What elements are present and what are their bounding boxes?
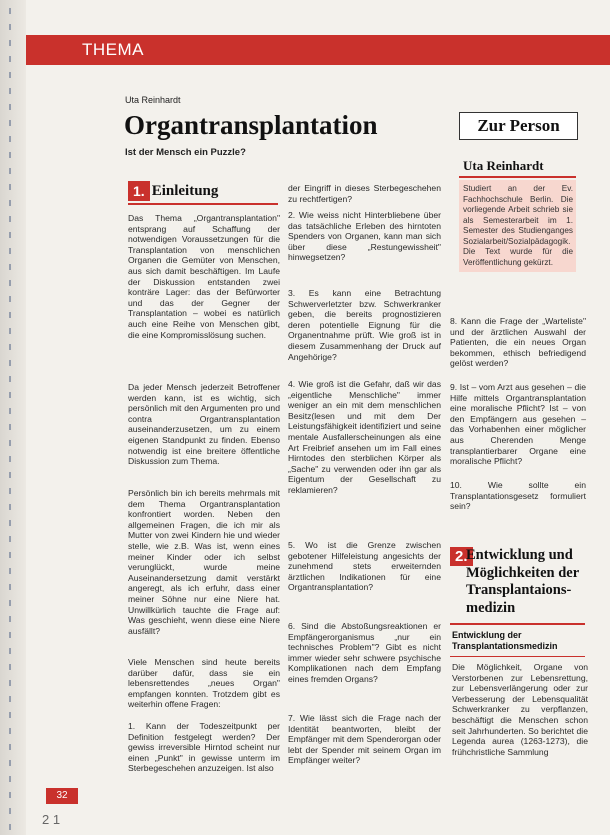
- binding-stitch: [9, 24, 11, 30]
- list-item: 6. Sind die Abstoßungsreaktionen er Empfängerorganismus „nur ein technisches Problem"? Gibt es nicht immer wieder sehr schwere psychische Komplikationen nach dem Empfang eines fremden Organs?: [288, 621, 441, 684]
- binding-stitch: [9, 792, 11, 798]
- profile-bio-box: [459, 180, 576, 272]
- binding-stitch: [9, 8, 11, 14]
- binding-stitch: [9, 72, 11, 78]
- binding-stitch: [9, 88, 11, 94]
- binding-stitch: [9, 664, 11, 670]
- binding-stitch: [9, 456, 11, 462]
- section-number: 2.: [450, 547, 473, 566]
- binding-stitch: [9, 120, 11, 126]
- binding-stitch: [9, 440, 11, 446]
- binding-stitch: [9, 712, 11, 718]
- binding-stitch: [9, 488, 11, 494]
- binding-stitch: [9, 520, 11, 526]
- binding-stitch: [9, 296, 11, 302]
- binding-stitch: [9, 360, 11, 366]
- list-item: 2. Wie weiss nicht Hinterbliebene über das tatsächliche Erleben des hirntoten Spenders von Organen, kann man sich über diese „Restungewissheit" hinwegsetzen?: [288, 210, 441, 263]
- list-item: 1. Kann der Todeszeitpunkt per Definition festgelegt werden? Der gewiss irreversible Hirntod scheint nur einen „Punkt" in gewisse unterm im Sterbegeschehen anzuzeigen. Ist also: [128, 721, 280, 774]
- subsection-rule: [450, 656, 585, 657]
- binding-stitch: [9, 808, 11, 814]
- binding-stitch: [9, 216, 11, 222]
- binding-stitch: [9, 584, 11, 590]
- binding-stitch: [9, 600, 11, 606]
- banner-label: THEMA: [82, 40, 144, 59]
- paragraph: Persönlich bin ich bereits mehrmals mit dem Thema Organtransplantation konfrontiert worden. Neben den allgemeinen Fragen, die ich mir als Mutter von zwei Kindern hie und wieder stelle, wie z.B. Was ist, wenn eines meiner Kinder oder ich selbst verunglückt, wurde meine Auseinandersetzung damit verstärkt angeregt, als ich erfuhr, dass einer meiner Söhne nur eine Niere hat. Unwillkürlich tauchte die Frage auf: Was geschieht, wenn diese eine Niere ausfällt?: [128, 488, 280, 636]
- binding-stitch: [9, 728, 11, 734]
- binding-stitch: [9, 248, 11, 254]
- section-rule: [450, 623, 585, 625]
- binding-stitch: [9, 264, 11, 270]
- section-1-heading: [128, 181, 218, 201]
- binding-stitch: [9, 568, 11, 574]
- binding-stitch: [9, 232, 11, 238]
- profile-box-title: [459, 112, 578, 140]
- section-title: Entwicklung und Möglichkeiten der Transplantaions-medizin: [466, 547, 579, 616]
- binding-stitch: [9, 616, 11, 622]
- section-banner: [26, 35, 610, 65]
- binding-stitch: [9, 472, 11, 478]
- binding-stitch: [9, 344, 11, 350]
- subsection-title: Entwicklung der Transplantationsmedizin: [452, 630, 558, 651]
- binding-stitch: [9, 184, 11, 190]
- section-rule: [128, 203, 278, 205]
- binding-stitch: [9, 408, 11, 414]
- article-title: Organtransplantation: [124, 110, 378, 140]
- paragraph: Viele Menschen sind heute bereits darüber dafür, dass sie ein lebensrettendes „neues Organ" empfangen konnten. Trotzdem gibt es weiterhin offene Fragen:: [128, 657, 280, 710]
- list-item: 8. Kann die Frage der „Warteliste" und der ärztlichen Auswahl der Patienten, die ein neues Organ bekommen, ethisch befriedigend gelöst werden?: [450, 316, 586, 369]
- profile-box-label: Zur Person: [477, 116, 560, 135]
- binding-stitch: [9, 200, 11, 206]
- binding-stitch: [9, 152, 11, 158]
- binding-stitch: [9, 536, 11, 542]
- binding-stitch: [9, 56, 11, 62]
- list-item: 7. Wie lässt sich die Frage nach der Identität beantworten, bleibt der Empfänger mit dem Spenderorgan oder lebt der Spender mit seinem Organ im Empfänger weiter?: [288, 713, 441, 766]
- profile-name: Uta Reinhardt: [463, 158, 544, 173]
- binding-stitch: [9, 504, 11, 510]
- binding-stitch: [9, 280, 11, 286]
- binding-stitch: [9, 696, 11, 702]
- binding-stitch: [9, 552, 11, 558]
- binding-stitch: [9, 632, 11, 638]
- binding-stitch: [9, 424, 11, 430]
- binding-gutter: [0, 0, 26, 835]
- binding-stitch: [9, 136, 11, 142]
- paragraph: der Eingriff in dieses Sterbegeschehen zu rechtfertigen?: [288, 183, 441, 204]
- list-item: 5. Wo ist die Grenze zwischen gebotener Hilfeleistung angesichts der zunehmend stets erweiternden ärztlichen Indikationen für eine Organtransplantation?: [288, 540, 441, 593]
- binding-stitch: [9, 328, 11, 334]
- list-item: 9. Ist – vom Arzt aus gesehen – die Hilfe mittels Organtransplantation eine moralische Pflicht? Ist – von den Empfängern aus gesehen – das Vorhabenhen einer möglicher aus Cherenden Menge transplantierbarer Organe eine moralische Pflicht?: [450, 382, 586, 467]
- section-number: 1.: [128, 181, 150, 201]
- author-byline: Uta Reinhardt: [125, 95, 181, 105]
- article-subtitle: Ist der Mensch ein Puzzle?: [125, 147, 246, 158]
- paragraph: Das Thema „Organtransplantation" entsprang auf Schaffung der notwendigen Voraussetzungen für die Transplantation von menschlichen Organen die Gemüter von Menschen, aus sich damit beschäftigen. Im Laufe der Diskussion entstanden zwei konträre Lager: das der Befürworter und das der Gegner der Transplantation – wobei es natürlich auch eine Reihe von Menschen gibt, die eine Kompromisslösung suchen.: [128, 213, 280, 340]
- section-title: Einleitung: [151, 182, 219, 199]
- binding-stitch: [9, 392, 11, 398]
- binding-stitch: [9, 744, 11, 750]
- page-number: 32: [56, 790, 68, 801]
- page-number-tab: [46, 788, 78, 804]
- profile-bio: Studiert an der Ev. Fachhochschule Berlin. Die vorliegende Arbeit schrieb sie als Semesterarbeit im 1. Semester des Studienganges Sozialarbeit/Sozialpädagogik. Die Text wurde für die Veröffentlichung gekürzt.: [463, 184, 573, 267]
- binding-stitch: [9, 168, 11, 174]
- binding-stitch: [9, 376, 11, 382]
- binding-stitch: [9, 104, 11, 110]
- bottom-edge-mark: 2 1: [42, 812, 61, 827]
- paragraph: Da jeder Mensch jederzeit Betroffener werden kann, ist es wichtig, sich persönlich mit den Argumenten pro und contra Organtransplantation auseinanderzusetzen, um zu einem eigenen Standpunkt zu finden. Ebenso notwendig ist eine breitere öffentliche Diskussion zum Thema.: [128, 382, 280, 467]
- list-item: 10. Wie sollte ein Transplantationsgesetz formuliert sein?: [450, 480, 586, 512]
- binding-stitch: [9, 776, 11, 782]
- list-item: 4. Wie groß ist die Gefahr, daß wir das „eigentliche Menschliche" immer weniger an ein mit dem menschlichen Besitz(lesen und mit dem Der Leistungsfähigkeit identifiziert und seine mentale Ausfallerscheinungen als eine Art Freibrief ansehen um im Fall eines Hirntodes den sterblichen Körper als „Sache" zu verwenden oder ihn gar als Eigentum der Gesellschaft zu reklamieren?: [288, 379, 441, 495]
- binding-stitch: [9, 648, 11, 654]
- binding-stitch: [9, 40, 11, 46]
- binding-stitch: [9, 312, 11, 318]
- list-item: 3. Es kann eine Betrachtung Schwerverletzter bzw. Schwerkranker geben, die bereits prognostizieren deren potentielle Eignung für die Organentnahme prüft. Wie groß ist in diesem Zusammenhang der Druck auf Angehörige?: [288, 288, 441, 362]
- binding-stitch: [9, 680, 11, 686]
- paragraph: Die Möglichkeit, Organe von Verstorbenen zur Lebensrettung, zur Lebensverlängerung oder zur Verbesserung der Lebensqualität Schwerkranker zu verpflanzen, beschäftigt die Menschen schon seit Jahrhunderten. So berichtet die Legenda aurea (1263-1273), die frühchristliche Sammlung: [452, 662, 588, 757]
- binding-stitch: [9, 760, 11, 766]
- profile-rule: [459, 176, 576, 178]
- binding-stitch: [9, 824, 11, 830]
